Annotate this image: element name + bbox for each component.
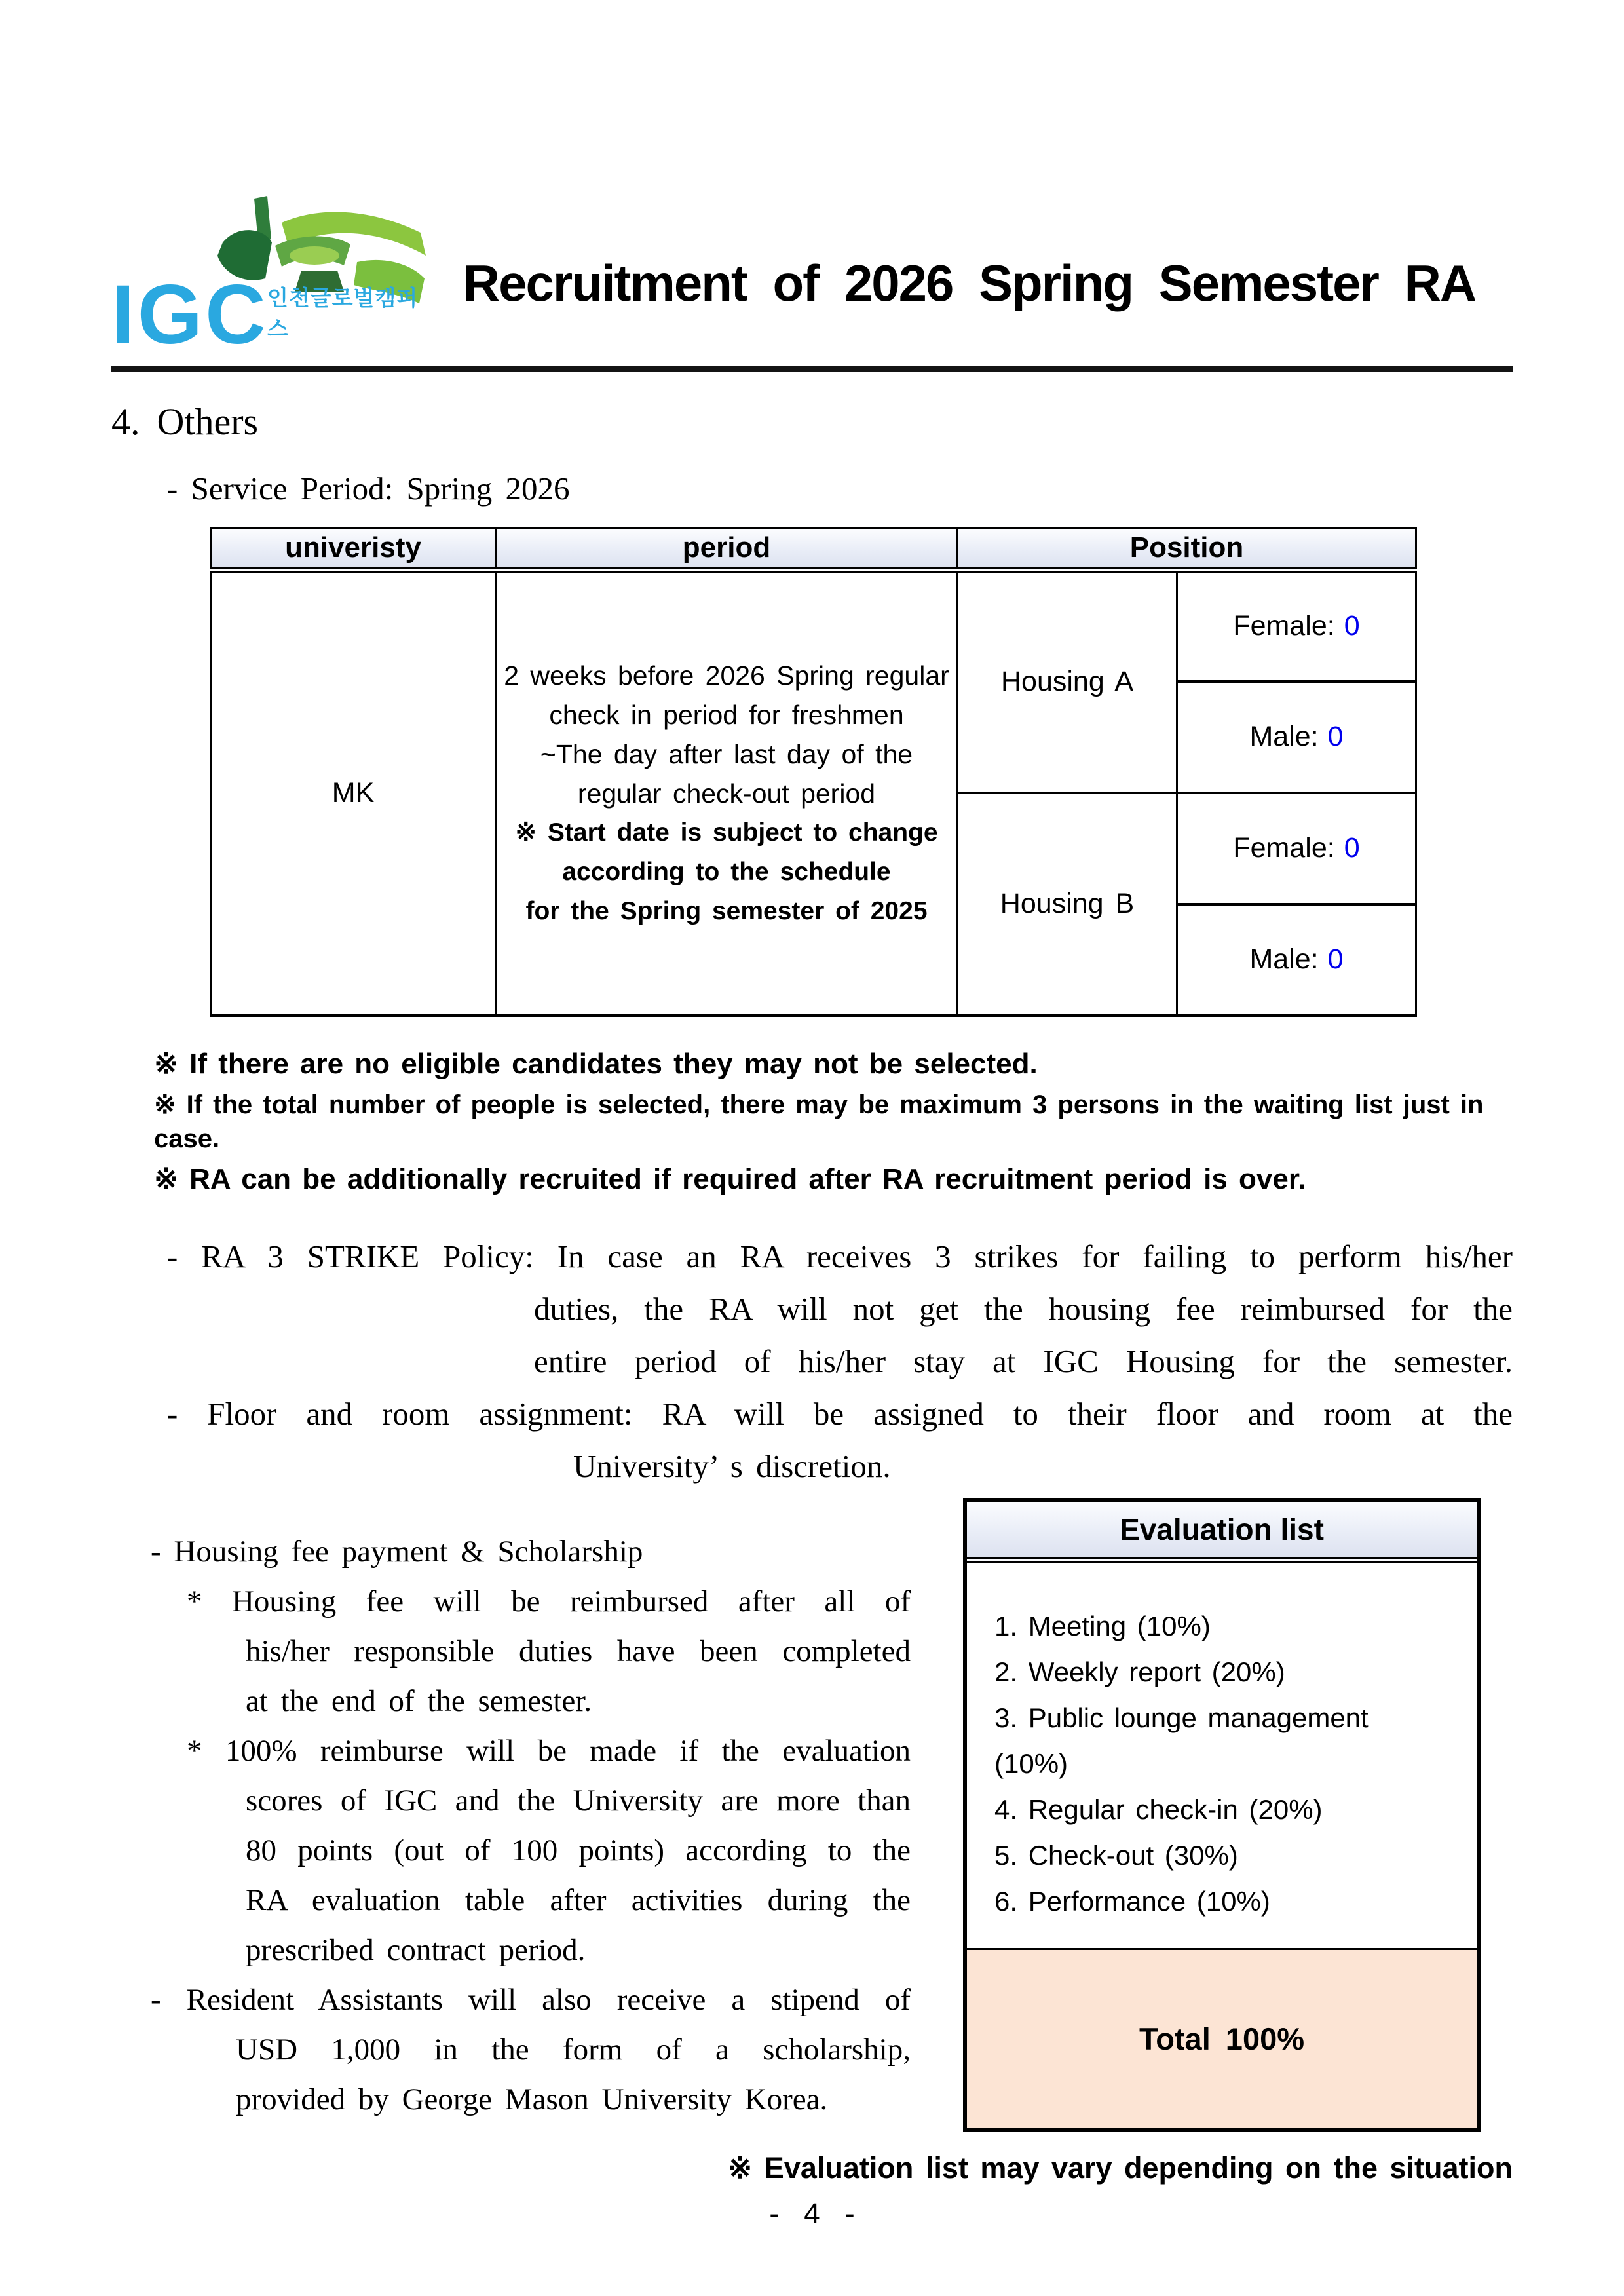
- housing-b-male-cell: [1177, 904, 1416, 1016]
- period-note-line: ※ Start date is subject to change: [515, 818, 938, 847]
- document-title: Recruitment of 2026 Spring Semester RA: [463, 254, 1476, 312]
- page-header: [111, 0, 1513, 362]
- evaluation-note: ※ Evaluation list may vary depending on the situation: [727, 2151, 1513, 2185]
- table-notes: [154, 1047, 1513, 1196]
- housing-a-male-cell: [1177, 681, 1416, 793]
- evaluation-total-row: Total 100%: [967, 1948, 1477, 2128]
- female-label: Female:: [1233, 610, 1335, 642]
- male-label: Male:: [1249, 944, 1319, 975]
- header-divider: [111, 366, 1513, 372]
- evaluation-item: 1. Meeting (10%): [994, 1610, 1211, 1641]
- note-line: ※ RA can be additionally recruited if required after RA recruitment period is over.: [154, 1162, 1306, 1195]
- period-cell: [496, 570, 958, 1016]
- evaluation-items: [967, 1563, 1477, 1948]
- table-header-row: [211, 528, 1416, 570]
- floor-assignment-line: - Floor and room assignment: RA will be assigned to their floor and room at the: [167, 1395, 1513, 1432]
- male-count: 0: [1327, 944, 1344, 975]
- evaluation-item: 4. Regular check-in (20%): [994, 1793, 1323, 1825]
- male-count: 0: [1327, 721, 1344, 752]
- stipend-line: provided by George Mason University Korea.: [236, 2082, 828, 2116]
- housing-fee-line: prescribed contract period.: [246, 1932, 586, 1967]
- housing-fee-line: * 100% reimburse will be made if the evaluation: [187, 1733, 911, 1768]
- section-number: 4.: [111, 400, 140, 443]
- housing-a-female-cell: [1177, 570, 1416, 681]
- female-count: 0: [1344, 610, 1360, 642]
- recruitment-table: [210, 527, 1417, 1017]
- table-row: [211, 570, 1416, 681]
- period-line: ~The day after last day of the: [540, 738, 913, 769]
- male-label: Male:: [1249, 721, 1319, 752]
- section-title: Others: [157, 400, 259, 443]
- female-count: 0: [1344, 832, 1360, 864]
- strike-policy-line: duties, the RA will not get the housing fee reimbursed for the: [534, 1290, 1513, 1327]
- period-note-line: for the Spring semester of 2025: [525, 896, 928, 925]
- note-line: ※ If the total number of people is selected, there may be maximum 3 persons in the waiting list just in case.: [154, 1090, 1484, 1153]
- evaluation-item: 3. Public lounge management (10%): [994, 1702, 1369, 1779]
- housing-a-cell: Housing A: [958, 570, 1177, 793]
- period-line: 2 weeks before 2026 Spring regular: [504, 660, 949, 691]
- bottom-section: [111, 1498, 1513, 2132]
- period-note-line: according to the schedule: [562, 857, 891, 886]
- strike-policy-paragraph: [167, 1231, 1513, 1388]
- header-period: period: [496, 528, 958, 570]
- floor-assignment-line: University’ s discretion.: [573, 1447, 891, 1484]
- section-heading: [111, 400, 1513, 444]
- header-position: Position: [958, 528, 1416, 570]
- igc-logo-korean-text: 인천글로벌캠퍼스: [267, 286, 419, 341]
- housing-b-female-cell: [1177, 793, 1416, 904]
- evaluation-item: 5. Check-out (30%): [994, 1839, 1238, 1871]
- university-cell: MK: [211, 570, 496, 1016]
- housing-fee-line: scores of IGC and the University are more than: [246, 1783, 911, 1818]
- housing-fee-line: - Housing fee payment & Scholarship: [151, 1534, 643, 1569]
- evaluation-item: 6. Performance (10%): [994, 1885, 1270, 1917]
- header-university: univeristy: [211, 528, 496, 570]
- evaluation-list-box: [963, 1498, 1481, 2132]
- floor-assignment-paragraph: [167, 1388, 1513, 1493]
- evaluation-item: 2. Weekly report (20%): [994, 1656, 1285, 1687]
- stipend-line: USD 1,000 in the form of a scholarship,: [236, 2032, 911, 2067]
- housing-fee-line: RA evaluation table after activities during the: [246, 1883, 911, 1917]
- female-label: Female:: [1233, 832, 1335, 864]
- period-line: check in period for freshmen: [549, 699, 904, 730]
- housing-b-cell: Housing B: [958, 793, 1177, 1016]
- housing-fee-column: [151, 1498, 911, 2124]
- housing-fee-line: his/her responsible duties have been completed: [246, 1634, 911, 1668]
- igc-logo-text: IGC: [111, 268, 269, 362]
- evaluation-list-title: Evaluation list: [967, 1502, 1477, 1563]
- period-line: regular check-out period: [577, 778, 876, 809]
- page-number: - 4 -: [769, 2198, 855, 2230]
- strike-policy-line: entire period of his/her stay at IGC Housing for the semester.: [534, 1343, 1513, 1379]
- housing-fee-line: 80 points (out of 100 points) according to the: [246, 1833, 911, 1867]
- housing-fee-line: * Housing fee will be reimbursed after all of: [187, 1584, 911, 1618]
- stipend-line: - Resident Assistants will also receive a stipend of: [151, 1982, 911, 2017]
- service-period-line: - Service Period: Spring 2026: [167, 470, 570, 507]
- igc-logo: [111, 193, 426, 362]
- strike-policy-line: - RA 3 STRIKE Policy: In case an RA receives 3 strikes for failing to perform his/her: [167, 1238, 1513, 1274]
- housing-fee-line: at the end of the semester.: [246, 1683, 592, 1718]
- note-line: ※ If there are no eligible candidates they may not be selected.: [154, 1047, 1038, 1080]
